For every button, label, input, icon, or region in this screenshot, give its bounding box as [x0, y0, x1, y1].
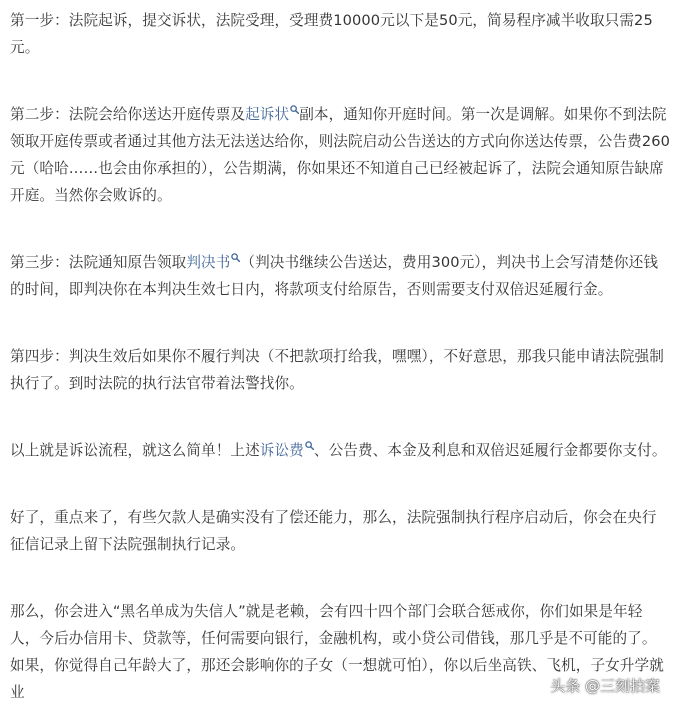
- paragraph-step-2: [10, 101, 670, 209]
- paragraph-key-point: [10, 504, 670, 558]
- paragraph-summary: [10, 437, 670, 464]
- keyword-link[interactable]: 诉讼费: [259, 442, 304, 459]
- paragraph-text: 第二步：法院会给你送达开庭传票及: [10, 106, 246, 123]
- paragraph-text: 、公告费、本金及利息和双倍迟延履行金都要你支付。: [313, 442, 667, 459]
- watermark: 头条 @三刻拍案: [550, 677, 660, 695]
- paragraph-text: 第四步：判决生效后如果你不履行判决（不把款项打给我，嘿嘿），不好意思，那我只能申请法院强制执行了。到时法院的执行法官带着法警找你。: [10, 348, 664, 392]
- paragraph-text: 第三步：法院通知原告领取: [10, 254, 187, 271]
- paragraph-step-4: [10, 343, 670, 397]
- paragraph-text: 第一步：法院起诉，提交诉状，法院受理，受理费10000元以下是50元，简易程序减半收取只需25元。: [10, 12, 653, 56]
- search-icon: [290, 105, 299, 114]
- paragraph-step-3: [10, 249, 670, 303]
- paragraph-text: （判决书继续公告送达，费用300元），判决书上会写清楚你还钱的时间，即判决你在本判决生效七日内，将款项支付给原告，否则需要支付双倍迟延履行金。: [10, 254, 659, 298]
- paragraph-step-1: [10, 7, 670, 61]
- paragraph-text: 那么，你会进入“黑名单成为失信人”就是老赖，会有四十四个部门会联合惩戒你，你们如果是年轻人，今后办信用卡、贷款等，任何需要向银行，金融机构，或小贷公司借钱，那几乎是不可能的了。如果，你觉得自己年龄大了，那还会影响你的子女（一想就可怕），你以后坐高铁、飞机，子女升学就业: [10, 603, 664, 701]
- search-icon: [305, 441, 314, 450]
- keyword-link[interactable]: 判决书: [186, 254, 231, 271]
- article-body: [10, 7, 670, 706]
- paragraph-text: 副本，通知你开庭时间。第一次是调解。如果你不到法院领取开庭传票或者通过其他方法无法送达给你，则法院启动公告送达的方式向你送达传票，公告费260元（哈哈……也会由你承担的），公告期满，你如果还不知道自己已经被起诉了，法院会通知原告缺席开庭。当然你会败诉的。: [10, 106, 670, 204]
- paragraph-text: 以上就是诉讼流程，就这么简单！上述: [10, 442, 260, 459]
- paragraph-text: 好了，重点来了，有些欠款人是确实没有了偿还能力，那么，法院强制执行程序启动后，你会在央行征信记录上留下法院强制执行记录。: [10, 509, 657, 553]
- keyword-link[interactable]: 起诉状: [245, 106, 290, 123]
